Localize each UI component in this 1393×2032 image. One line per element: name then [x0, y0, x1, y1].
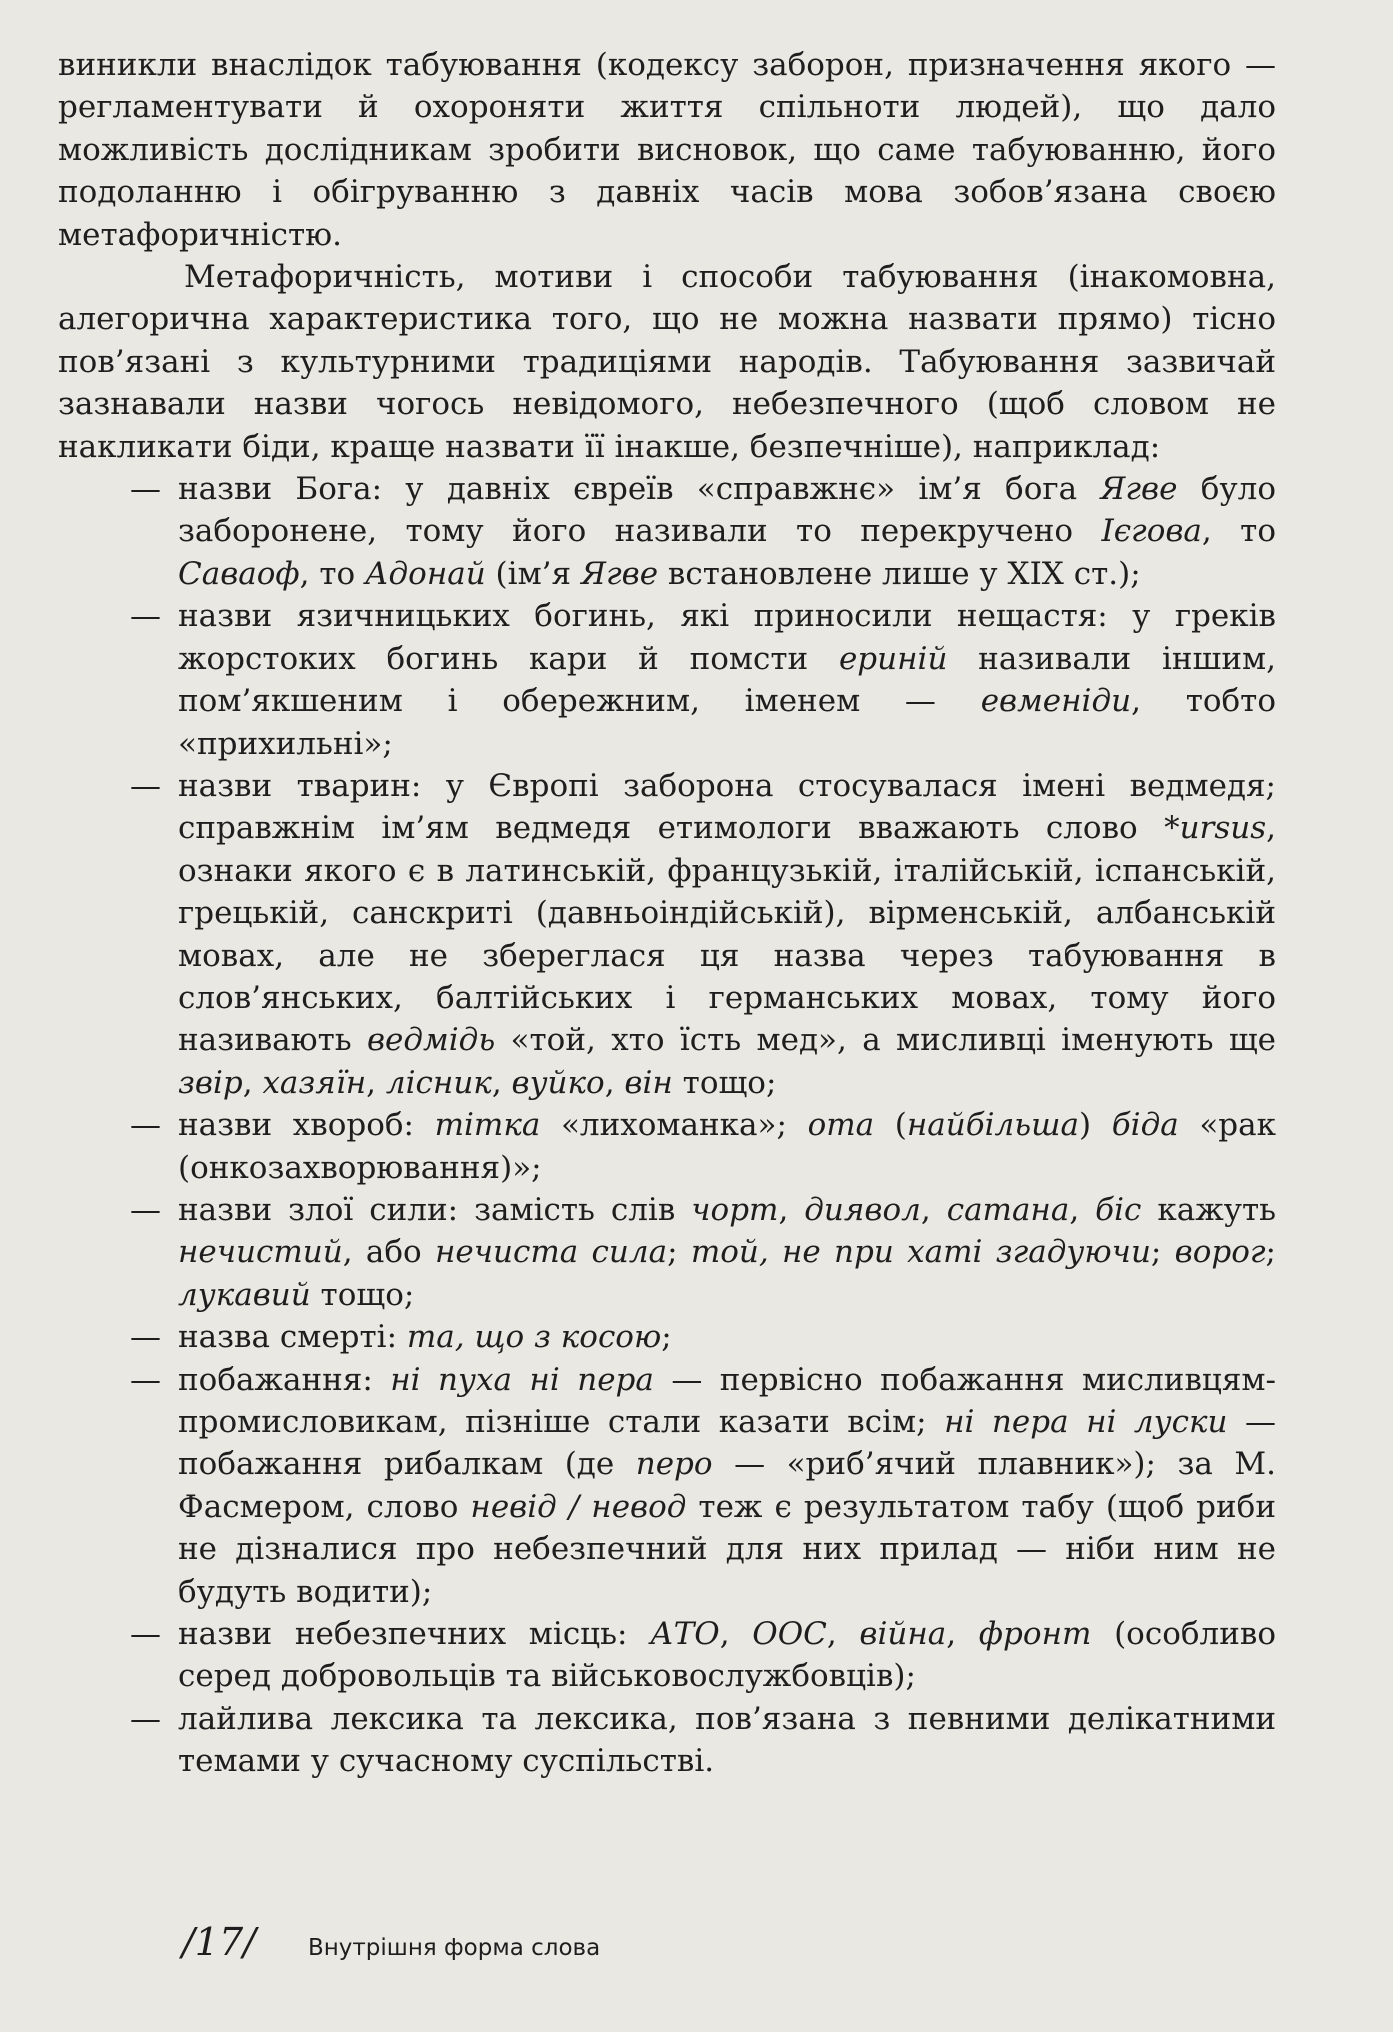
- page-footer: [182, 1920, 600, 1964]
- list-item-evil-force-names: — назви злої сили: замість слів чорт, диявол, сатана, біс кажуть нечистий, або нечиста сила; той, не при хаті згадуючи; ворог; лукавий тощо;: [58, 1189, 1276, 1316]
- intro-paragraph-2: Метафоричність, мотиви і способи табуювання (інакомовна, алегорична характеристика того, що не можна назвати прямо) тісно пов’язані з культурними традиціями народів. Табуювання зазвичай зазнавали назви чогось невідомого, небезпечного (щоб словом не накликати біди, краще назвати її інакше, безпечніше), наприклад:: [58, 259, 1276, 465]
- list-item-animal-names: — назви тварин: у Європі заборона стосувалася імені ведмедя; справжнім ім’ям ведмедя етимологи вважають слово *ursus, ознаки якого є в латинській, французькій, італійській, іспанській, грецькій, санскриті (давньоіндійській), вірменській, албанській мовах, але не збереглася ця назва через табуювання в слов’янських, балтійських і германських мовах, тому його називають ведмідь «той, хто їсть мед», а мисливці іменують ще звір, хазяїн, лісник, вуйко, він тощо;: [58, 765, 1276, 1104]
- list-dash: —: [130, 1191, 161, 1228]
- list-dash: —: [130, 1616, 161, 1653]
- list-item-pagan-goddesses: — назви язичницьких богинь, які приносили нещастя: у греків жорстоких богинь кари й помсти ериній називали іншим, пом’якшеним і обережним, іменем — евменіди, тобто «прихильні»;: [58, 595, 1276, 765]
- list-item-disease-names: — назви хвороб: тітка «лихоманка»; ота (найбільша) біда «рак (онкозахворювання)»;: [58, 1104, 1276, 1189]
- page-number: /17/: [182, 1920, 256, 1964]
- list-dash: —: [130, 767, 161, 804]
- running-title: Внутрішня форма слова: [307, 1935, 601, 1961]
- list-item-dangerous-places: — назви небезпечних місць: АТО, ООС, війна, фронт (особливо серед добровольців та військовослужбовців);: [58, 1613, 1276, 1698]
- list-item-wishes: — побажання: ні пуха ні пера — первісно побажання мисливцям-промисловикам, пізніше стали казати всім; ні пера ні луски — побажання рибалкам (де перо — «риб’ячий плавник»); за М. Фасмером, слово невід / невод теж є результатом табу (щоб риби не дізналися про небезпечний для них прилад — ніби ним не будуть водити);: [58, 1359, 1276, 1613]
- list-dash: —: [130, 1319, 161, 1356]
- taboo-examples-list: [58, 468, 1276, 1783]
- intro-paragraph-1: виникли внаслідок табуювання (кодексу заборон, призначення якого — регламентувати й охороняти життя спільноти людей), що дало можливість дослідникам зробити висновок, що саме табуюванню, його подоланню і обігруванню з давніх часів мова зобов’язана своєю метафоричністю.: [58, 47, 1276, 253]
- list-dash: —: [130, 1107, 161, 1144]
- list-item-god-names: — назви Бога: у давніх євреїв «справжнє» ім’я бога Ягве було заборонене, тому його називали то перекручено Ієгова, то Саваоф, то Адонай (ім’я Ягве встановлене лише у XIX ст.);: [58, 468, 1276, 595]
- list-dash: —: [130, 1361, 161, 1398]
- list-dash: —: [130, 598, 161, 635]
- page-body: [58, 44, 1276, 1783]
- list-item-death-name: — назва смерті: та, що з косою;: [58, 1316, 1276, 1358]
- list-item-profanity: — лайлива лексика та лексика, пов’язана з певними делікатними темами у сучасному суспільстві.: [58, 1698, 1276, 1783]
- list-dash: —: [130, 471, 161, 508]
- list-dash: —: [130, 1700, 161, 1737]
